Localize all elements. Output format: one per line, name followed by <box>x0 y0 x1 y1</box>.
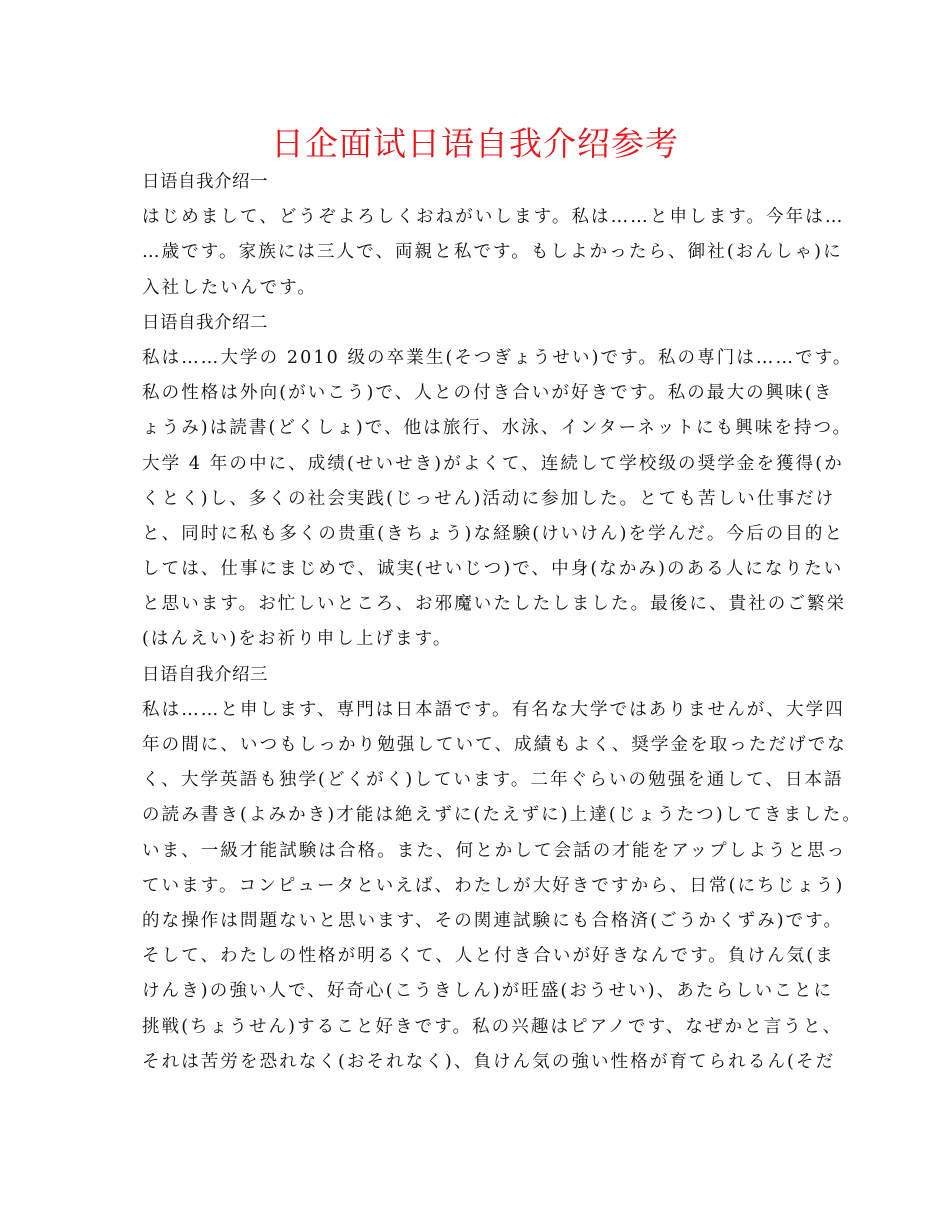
paragraph-line: くとく)し、多くの社会実践(じっせん)活动に参加した。とても苦しい仕事だけ <box>142 488 836 509</box>
document-body <box>142 165 862 1080</box>
section-heading: 日语自我介绍二 <box>142 312 268 333</box>
document-title: 日企面试日语自我介绍参考 <box>271 124 679 163</box>
paragraph-line: いま、一級才能試験は合格。また、何とかして会話の才能をアップしようと思っ <box>142 840 847 861</box>
paragraph-line: の読み書き(よみかき)才能は絶えずに(たえずに)上達(じょうたつ)してきました。 <box>142 805 862 826</box>
paragraph-line: しては、仕事にまじめで、诚実(せいじつ)で、中身(なかみ)のある人になりたい <box>142 559 844 580</box>
paragraph-line: それは苦労を恐れなく(おそれなく)、負けん気の強い性格が育てられるん(そだ <box>142 1051 836 1072</box>
paragraph-line: 私の性格は外向(がいこう)で、人との付き合いが好きです。私の最大の興味(き <box>142 383 834 404</box>
paragraph-line: 入社したいんです。 <box>142 277 317 298</box>
paragraph-line: (はんえい)をお祈り申し上げます。 <box>142 629 453 650</box>
paragraph-line: 大学 4 年の中に、成绩(せいせき)がよくて、连続して学校级の奨学金を獲得(か <box>142 453 844 474</box>
paragraph-line: と、同时に私も多くの贵重(きちょう)な経験(けいけん)を学んだ。今后の目的と <box>142 523 845 544</box>
paragraph-line: 私は……大学の 2010 级の卒業生(そつぎょうせい)です。私の専门は……です。 <box>142 347 853 368</box>
paragraph-line: ています。コンピュータといえば、わたしが大好きですから、日常(にちじょう) <box>142 875 845 896</box>
paragraph-line: 私は……と申します、専門は日本語です。有名な大学ではありませんが、大学四 <box>142 699 845 720</box>
paragraph-line: 的な操作は問題ないと思います、その関連試験にも合格済(ごうかくずみ)です。 <box>142 910 844 931</box>
paragraph-line: そして、わたしの性格が明るくて、人と付き合いが好きなんです。負けん気(ま <box>142 946 835 967</box>
paragraph-line: と思います。お忙しいところ、お邪魔いたしたしました。最後に、貴社のご繁栄 <box>142 594 847 615</box>
paragraph-line: ょうみ)は読書(どくしょ)で、他は旅行、水泳、インターネットにも興味を持つ。 <box>142 418 853 439</box>
paragraph-line: 挑戦(ちょうせん)すること好きです。私の兴趣はピアノです、なぜかと言うと、 <box>142 1016 843 1037</box>
paragraph-line: く、大学英語も独学(どくがく)しています。二年ぐらいの勉强を通して、日本語 <box>142 770 844 791</box>
paragraph-line: はじめまして、どうぞよろしくおねがいします。私は……と申します。今年は… <box>142 207 845 228</box>
paragraph-line: けんき)の強い人で、好奇心(こうきしん)が旺盛(おうせい)、あたらしいことに <box>142 981 834 1002</box>
paragraph-line: …歳です。家族には三人で、両親と私です。もしよかったら、御社(おんしゃ)に <box>142 242 843 263</box>
section-heading: 日语自我介绍三 <box>142 664 268 685</box>
paragraph-line: 年の間に、いつもしっかり勉强していて、成績もよく、奨学金を取っただげでな <box>142 735 847 755</box>
section-heading: 日语自我介绍一 <box>142 172 268 192</box>
